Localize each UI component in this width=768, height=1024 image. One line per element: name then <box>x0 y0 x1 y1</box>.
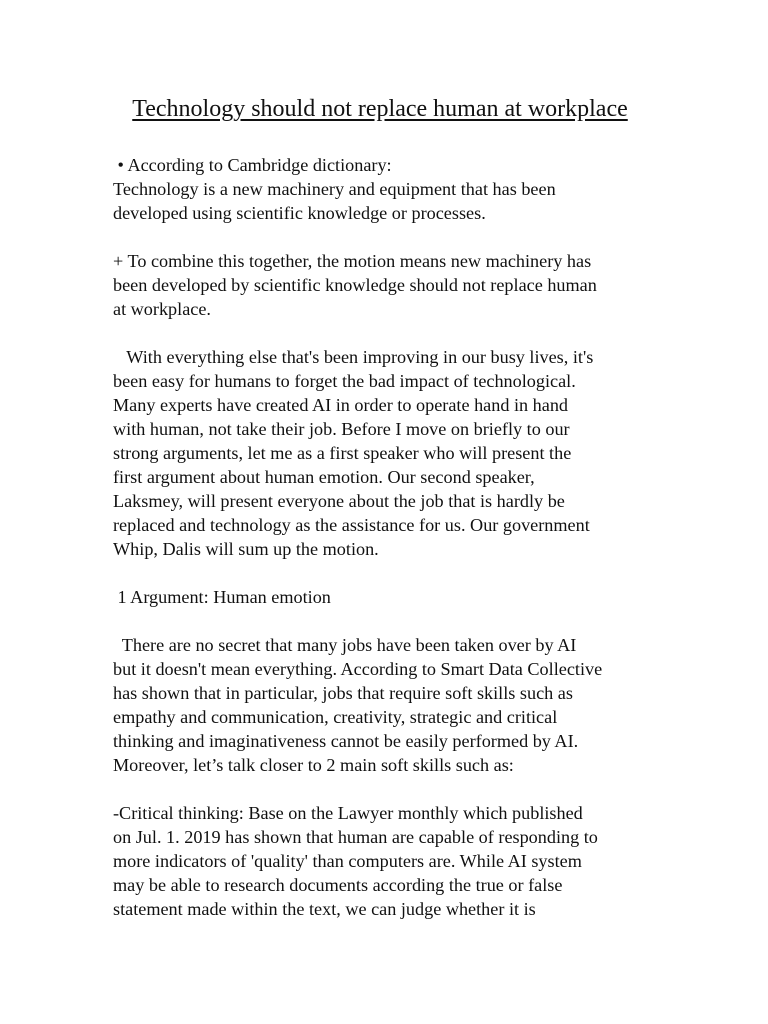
paragraph-line: has shown that in particular, jobs that require soft skills such as <box>113 683 573 703</box>
paragraph-line: With everything else that's been improving in our busy lives, it's <box>113 347 594 367</box>
paragraph-line: Many experts have created AI in order to operate hand in hand <box>113 395 569 415</box>
document-body <box>113 153 673 945</box>
paragraph-line: on Jul. 1. 2019 has shown that human are capable of responding to <box>113 827 598 847</box>
paragraph-line: -Critical thinking: Base on the Lawyer monthly which published <box>113 803 583 823</box>
paragraph <box>113 801 673 921</box>
paragraph-line: first argument about human emotion. Our second speaker, <box>113 467 535 487</box>
paragraph-line: been easy for humans to forget the bad impact of technological. <box>113 371 576 391</box>
document-title: Technology should not replace human at workplace <box>132 96 628 122</box>
paragraph-line: Whip, Dalis will sum up the motion. <box>113 539 379 559</box>
paragraph-line: empathy and communication, creativity, strategic and critical <box>113 707 558 727</box>
paragraph-line: • According to Cambridge dictionary: <box>113 155 392 175</box>
paragraph-line: developed using scientific knowledge or processes. <box>113 203 486 223</box>
paragraph-line: strong arguments, let me as a first speaker who will present the <box>113 443 572 463</box>
paragraph-line: Laksmey, will present everyone about the job that is hardly be <box>113 491 565 511</box>
paragraph-line: replaced and technology as the assistance for us. Our government <box>113 515 590 535</box>
paragraph-line: Moreover, let’s talk closer to 2 main soft skills such as: <box>113 755 514 775</box>
paragraph-line: 1 Argument: Human emotion <box>113 587 331 607</box>
paragraph-line: + To combine this together, the motion means new machinery has <box>113 251 592 271</box>
paragraph-line: been developed by scientific knowledge should not replace human <box>113 275 597 295</box>
paragraph <box>113 585 673 609</box>
paragraph-line: thinking and imaginativeness cannot be easily performed by AI. <box>113 731 579 751</box>
paragraph-line: but it doesn't mean everything. According to Smart Data Collective <box>113 659 603 679</box>
paragraph-line: at workplace. <box>113 299 211 319</box>
paragraph-line: statement made within the text, we can judge whether it is <box>113 899 536 919</box>
paragraph-line: There are no secret that many jobs have been taken over by AI <box>113 635 577 655</box>
paragraph <box>113 345 673 561</box>
paragraph-line: may be able to research documents according the true or false <box>113 875 563 895</box>
paragraph <box>113 633 673 777</box>
paragraph-line: with human, not take their job. Before I move on briefly to our <box>113 419 570 439</box>
paragraph <box>113 249 673 321</box>
paragraph-line: more indicators of 'quality' than computers are. While AI system <box>113 851 582 871</box>
paragraph <box>113 153 673 225</box>
paragraph-line: Technology is a new machinery and equipment that has been <box>113 179 556 199</box>
